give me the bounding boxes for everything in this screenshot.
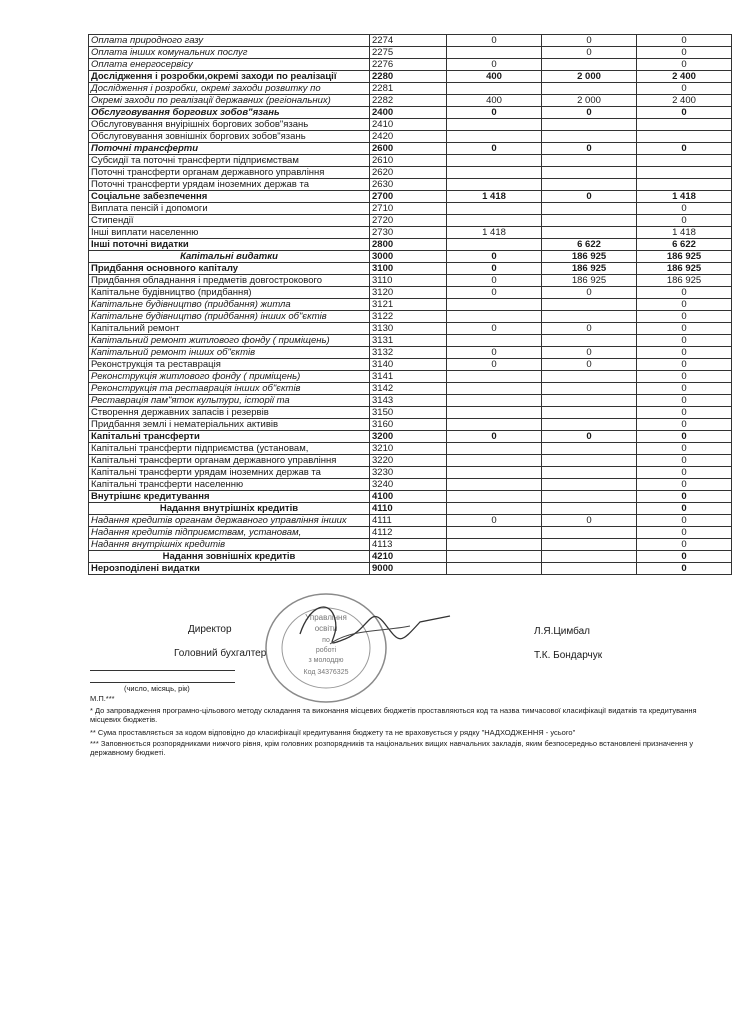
row-value-2: 0 <box>542 515 637 527</box>
seal-place-label: М.П.*** <box>90 694 115 703</box>
row-value-3: 0 <box>637 467 732 479</box>
row-value-1 <box>447 203 542 215</box>
row-value-2 <box>542 419 637 431</box>
row-value-1: 0 <box>447 251 542 263</box>
row-value-2: 0 <box>542 287 637 299</box>
date-line-upper <box>90 670 235 671</box>
row-value-3: 0 <box>637 59 732 71</box>
row-value-1 <box>447 443 542 455</box>
table-row <box>89 503 732 515</box>
row-value-3: 0 <box>637 551 732 563</box>
row-value-2: 0 <box>542 191 637 203</box>
row-value-3: 0 <box>637 527 732 539</box>
row-value-1: 0 <box>447 107 542 119</box>
row-code: 3122 <box>370 311 447 323</box>
row-code: 2280 <box>370 71 447 83</box>
table-row <box>89 239 732 251</box>
table-row <box>89 131 732 143</box>
table-row <box>89 551 732 563</box>
row-value-2: 0 <box>542 347 637 359</box>
row-name: Стипендії <box>89 215 370 227</box>
row-name: Виплата пенсій і допомоги <box>89 203 370 215</box>
footnote-3: *** Заповнюється розпорядниками нижчого рівня, крім головних розпорядників та національних вищих навчальних закладів, яким безпосередньо встановлені призначення у державному бюджеті. <box>90 739 694 757</box>
row-name: Капітальне будівництво (придбання) <box>89 287 370 299</box>
row-value-3: 0 <box>637 479 732 491</box>
row-name: Обслуговування внуірішніх боргових зобов"язань <box>89 119 370 131</box>
table-row <box>89 71 732 83</box>
row-value-1 <box>447 455 542 467</box>
row-value-1 <box>447 119 542 131</box>
row-value-2: 0 <box>542 359 637 371</box>
row-code: 3120 <box>370 287 447 299</box>
row-value-2 <box>542 335 637 347</box>
row-name: Надання внутрішніх кредитів <box>89 503 370 515</box>
table-row <box>89 515 732 527</box>
row-code: 2630 <box>370 179 447 191</box>
table-row <box>89 179 732 191</box>
row-code: 2610 <box>370 155 447 167</box>
row-value-3: 0 <box>637 443 732 455</box>
table-row <box>89 563 732 575</box>
table-row <box>89 143 732 155</box>
row-code: 2400 <box>370 107 447 119</box>
row-value-1: 0 <box>447 323 542 335</box>
row-code: 2420 <box>370 131 447 143</box>
table-row <box>89 443 732 455</box>
row-value-2: 0 <box>542 323 637 335</box>
row-code: 4113 <box>370 539 447 551</box>
row-name: Придбання землі і нематеріальних активів <box>89 419 370 431</box>
row-value-2 <box>542 551 637 563</box>
row-value-3: 0 <box>637 311 732 323</box>
table-row <box>89 119 732 131</box>
row-code: 3160 <box>370 419 447 431</box>
row-value-2 <box>542 119 637 131</box>
row-value-1 <box>447 179 542 191</box>
row-name: Оплата інших комунальних послуг <box>89 47 370 59</box>
row-code: 3132 <box>370 347 447 359</box>
row-code: 3150 <box>370 407 447 419</box>
row-name: Капітальний ремонт інших об"єктів <box>89 347 370 359</box>
row-name: Обслуговування зовнішніх боргових зобов"язань <box>89 131 370 143</box>
row-value-3: 0 <box>637 35 732 47</box>
row-value-2 <box>542 383 637 395</box>
row-value-3: 0 <box>637 431 732 443</box>
row-value-3: 0 <box>637 371 732 383</box>
row-code: 4100 <box>370 491 447 503</box>
table-row <box>89 191 732 203</box>
row-value-2 <box>542 443 637 455</box>
row-value-3 <box>637 155 732 167</box>
row-value-3: 186 925 <box>637 275 732 287</box>
row-value-1 <box>447 479 542 491</box>
row-name: Надання зовнішніх кредитів <box>89 551 370 563</box>
row-value-3: 0 <box>637 563 732 575</box>
table-row <box>89 227 732 239</box>
row-code: 3143 <box>370 395 447 407</box>
table-row <box>89 155 732 167</box>
row-value-1: 400 <box>447 95 542 107</box>
expenditure-table-body <box>89 35 732 575</box>
row-value-3: 186 925 <box>637 251 732 263</box>
row-value-3 <box>637 119 732 131</box>
table-row <box>89 263 732 275</box>
stamp-line-6: Код 34376325 <box>303 669 349 676</box>
table-row <box>89 215 732 227</box>
row-code: 3200 <box>370 431 447 443</box>
row-name: Створення державних запасів і резервів <box>89 407 370 419</box>
table-row <box>89 251 732 263</box>
row-value-1 <box>447 563 542 575</box>
row-value-3: 0 <box>637 335 732 347</box>
row-name: Нерозподілені видатки <box>89 563 370 575</box>
director-name: Л.Я.Цимбал <box>534 626 590 637</box>
row-value-2 <box>542 227 637 239</box>
row-value-2: 0 <box>542 107 637 119</box>
row-code: 2720 <box>370 215 447 227</box>
table-row <box>89 107 732 119</box>
row-code: 2700 <box>370 191 447 203</box>
row-name: Інші поточні видатки <box>89 239 370 251</box>
row-value-2 <box>542 395 637 407</box>
row-value-1: 0 <box>447 359 542 371</box>
row-name: Дослідження і розробки, окремі заходи розвитку по <box>89 83 370 95</box>
row-name: Оплата енергосервісу <box>89 59 370 71</box>
row-value-3: 0 <box>637 359 732 371</box>
row-code: 3131 <box>370 335 447 347</box>
row-value-1 <box>447 527 542 539</box>
row-value-1 <box>447 239 542 251</box>
row-name: Реконструкція та реставрація <box>89 359 370 371</box>
row-name: Капітальне будівництво (придбання) житла <box>89 299 370 311</box>
row-name: Реконструкція та реставрація інших об"єктів <box>89 383 370 395</box>
table-row <box>89 395 732 407</box>
row-value-2 <box>542 59 637 71</box>
row-value-1: 0 <box>447 275 542 287</box>
stamp-line-5: з молоддю <box>308 657 344 664</box>
row-code: 2730 <box>370 227 447 239</box>
row-value-3: 0 <box>637 455 732 467</box>
row-value-2: 0 <box>542 35 637 47</box>
row-value-1 <box>447 503 542 515</box>
accountant-label: Головний бухгалтер <box>174 648 267 659</box>
table-row <box>89 287 732 299</box>
row-name: Капітальний ремонт житлового фонду ( приміщень) <box>89 335 370 347</box>
row-code: 2274 <box>370 35 447 47</box>
table-row <box>89 275 732 287</box>
row-value-1 <box>447 83 542 95</box>
row-value-3: 1 418 <box>637 227 732 239</box>
row-value-2 <box>542 539 637 551</box>
row-name: Поточні трансферти урядам іноземних держав та <box>89 179 370 191</box>
row-code: 3240 <box>370 479 447 491</box>
row-code: 3220 <box>370 455 447 467</box>
footnote-1: * До запровадження програмно-цільового методу складання та виконання місцевих бюджетів проставляються код та назва тимчасової класифікації видатків та кредитування місцевих бюджетів. <box>90 706 697 724</box>
stamp-line-1: Управління <box>305 613 347 622</box>
row-value-1 <box>447 155 542 167</box>
row-value-3: 0 <box>637 143 732 155</box>
row-value-1: 0 <box>447 347 542 359</box>
row-code: 4111 <box>370 515 447 527</box>
row-name: Капітальні трансферти органам державного управління <box>89 455 370 467</box>
table-row <box>89 95 732 107</box>
row-code: 4112 <box>370 527 447 539</box>
row-name: Надання внутрішніх кредитів <box>89 539 370 551</box>
row-value-1 <box>447 131 542 143</box>
row-value-1 <box>447 419 542 431</box>
row-value-1 <box>447 167 542 179</box>
row-name: Реставрація пам"яток культури, історії та <box>89 395 370 407</box>
row-value-3 <box>637 179 732 191</box>
row-value-2: 0 <box>542 47 637 59</box>
row-value-3: 0 <box>637 503 732 515</box>
row-name: Придбання основного капіталу <box>89 263 370 275</box>
row-code: 3121 <box>370 299 447 311</box>
row-code: 3141 <box>370 371 447 383</box>
row-value-2 <box>542 203 637 215</box>
row-name: Капітальне будівництво (придбання) інших об"єктів <box>89 311 370 323</box>
table-row <box>89 347 732 359</box>
row-value-1: 0 <box>447 263 542 275</box>
row-value-3: 0 <box>637 83 732 95</box>
row-value-2 <box>542 311 637 323</box>
table-row <box>89 467 732 479</box>
row-value-1: 1 418 <box>447 227 542 239</box>
row-value-1: 0 <box>447 431 542 443</box>
row-name: Надання кредитів підприємствам, установам, <box>89 527 370 539</box>
row-name: Реконструкція житлового фонду ( приміщень) <box>89 371 370 383</box>
table-row <box>89 407 732 419</box>
row-value-1 <box>447 551 542 563</box>
row-value-2: 2 000 <box>542 71 637 83</box>
row-code: 3110 <box>370 275 447 287</box>
row-value-1 <box>447 371 542 383</box>
row-value-1 <box>447 407 542 419</box>
table-row <box>89 323 732 335</box>
row-value-3: 1 418 <box>637 191 732 203</box>
table-row <box>89 491 732 503</box>
row-code: 2282 <box>370 95 447 107</box>
row-value-1 <box>447 311 542 323</box>
row-code: 2620 <box>370 167 447 179</box>
row-name: Капітальні видатки <box>89 251 370 263</box>
row-code: 3210 <box>370 443 447 455</box>
accountant-name: Т.К. Бондарчук <box>534 650 603 661</box>
row-value-1: 0 <box>447 35 542 47</box>
table-row <box>89 167 732 179</box>
row-value-2 <box>542 407 637 419</box>
row-value-2 <box>542 131 637 143</box>
table-row <box>89 431 732 443</box>
row-value-1: 0 <box>447 515 542 527</box>
row-value-2: 6 622 <box>542 239 637 251</box>
row-value-2: 0 <box>542 143 637 155</box>
row-value-3: 0 <box>637 419 732 431</box>
row-name: Капітальні трансферти <box>89 431 370 443</box>
row-value-3: 0 <box>637 107 732 119</box>
row-value-2 <box>542 83 637 95</box>
footnote-2: ** Сума проставляється за кодом відповідно до класифікації кредитування бюджету та не враховується у рядку "НАДХОДЖЕННЯ - усього" <box>90 728 576 737</box>
row-code: 2800 <box>370 239 447 251</box>
row-value-2 <box>542 527 637 539</box>
row-code: 2281 <box>370 83 447 95</box>
row-code: 2600 <box>370 143 447 155</box>
table-row <box>89 455 732 467</box>
row-code: 2410 <box>370 119 447 131</box>
row-code: 9000 <box>370 563 447 575</box>
table-row <box>89 383 732 395</box>
row-value-3: 0 <box>637 491 732 503</box>
row-value-2: 186 925 <box>542 263 637 275</box>
row-value-3: 0 <box>637 347 732 359</box>
date-line <box>90 682 235 683</box>
row-value-3: 0 <box>637 299 732 311</box>
row-name: Капітальний ремонт <box>89 323 370 335</box>
row-value-1 <box>447 215 542 227</box>
row-value-2: 2 000 <box>542 95 637 107</box>
row-code: 2710 <box>370 203 447 215</box>
table-row <box>89 47 732 59</box>
row-code: 3142 <box>370 383 447 395</box>
row-value-2 <box>542 167 637 179</box>
row-name: Надання кредитів органам державного управління інших <box>89 515 370 527</box>
table-row <box>89 335 732 347</box>
row-name: Внутрішнє кредитування <box>89 491 370 503</box>
stamp-line-2: освіти <box>314 624 338 633</box>
row-code: 3230 <box>370 467 447 479</box>
row-value-3: 0 <box>637 47 732 59</box>
row-value-1 <box>447 335 542 347</box>
row-name: Обслуговування боргових зобов"язань <box>89 107 370 119</box>
row-name: Поточні трансферти органам державного управління <box>89 167 370 179</box>
row-value-3: 6 622 <box>637 239 732 251</box>
row-value-3: 0 <box>637 407 732 419</box>
row-value-2: 186 925 <box>542 251 637 263</box>
table-row <box>89 299 732 311</box>
row-value-2 <box>542 503 637 515</box>
table-row <box>89 35 732 47</box>
row-code: 4210 <box>370 551 447 563</box>
row-code: 2275 <box>370 47 447 59</box>
row-name: Субсидії та поточні трансферти підприємствам <box>89 155 370 167</box>
row-code: 3000 <box>370 251 447 263</box>
handwritten-signature <box>290 594 460 664</box>
table-row <box>89 203 732 215</box>
row-value-1 <box>447 383 542 395</box>
row-value-1 <box>447 467 542 479</box>
table-row <box>89 359 732 371</box>
row-value-3: 0 <box>637 203 732 215</box>
row-name: Придбання обладнання і предметів довгострокового <box>89 275 370 287</box>
table-row <box>89 59 732 71</box>
row-value-1: 1 418 <box>447 191 542 203</box>
row-name: Капітальні трансферти підприємства (установам, <box>89 443 370 455</box>
row-value-2 <box>542 179 637 191</box>
row-value-3 <box>637 167 732 179</box>
row-value-3: 0 <box>637 215 732 227</box>
row-name: Соціальне забезпечення <box>89 191 370 203</box>
row-code: 2276 <box>370 59 447 71</box>
row-value-1 <box>447 539 542 551</box>
row-value-2 <box>542 215 637 227</box>
row-value-2 <box>542 479 637 491</box>
row-value-2 <box>542 299 637 311</box>
row-value-2 <box>542 563 637 575</box>
date-caption: (число, місяць, рік) <box>124 684 190 693</box>
row-code: 3100 <box>370 263 447 275</box>
row-value-3: 2 400 <box>637 95 732 107</box>
row-value-2: 186 925 <box>542 275 637 287</box>
row-value-2 <box>542 491 637 503</box>
row-value-3: 186 925 <box>637 263 732 275</box>
row-name: Інші виплати населенню <box>89 227 370 239</box>
row-value-1: 0 <box>447 287 542 299</box>
row-value-2 <box>542 371 637 383</box>
row-value-3: 0 <box>637 539 732 551</box>
row-value-3: 2 400 <box>637 71 732 83</box>
row-name: Окремі заходи по реалізації державних (регіональних) <box>89 95 370 107</box>
row-value-1 <box>447 299 542 311</box>
row-name: Капітальні трансферти урядам іноземних держав та <box>89 467 370 479</box>
row-value-3 <box>637 131 732 143</box>
row-value-1: 400 <box>447 71 542 83</box>
stamp-line-4: роботі <box>315 647 337 654</box>
row-value-1 <box>447 395 542 407</box>
table-row <box>89 311 732 323</box>
row-value-3: 0 <box>637 515 732 527</box>
row-value-3: 0 <box>637 323 732 335</box>
row-value-2 <box>542 455 637 467</box>
row-value-1 <box>447 47 542 59</box>
row-value-2 <box>542 155 637 167</box>
row-value-1: 0 <box>447 143 542 155</box>
table-row <box>89 527 732 539</box>
table-row <box>89 83 732 95</box>
row-value-2: 0 <box>542 431 637 443</box>
row-value-1 <box>447 491 542 503</box>
table-row <box>89 479 732 491</box>
expenditure-table <box>88 34 732 575</box>
table-row <box>89 371 732 383</box>
row-name: Поточні трансферти <box>89 143 370 155</box>
row-value-1: 0 <box>447 59 542 71</box>
row-value-3: 0 <box>637 395 732 407</box>
director-label: Директор <box>188 624 232 635</box>
row-code: 3140 <box>370 359 447 371</box>
row-name: Капітальні трансферти населенню <box>89 479 370 491</box>
row-code: 3130 <box>370 323 447 335</box>
table-row <box>89 539 732 551</box>
row-name: Дослідження і розробки,окремі заходи по реалізації <box>89 71 370 83</box>
row-value-3: 0 <box>637 287 732 299</box>
row-value-3: 0 <box>637 383 732 395</box>
stamp-line-3: по <box>322 637 330 644</box>
row-name: Оплата природного газу <box>89 35 370 47</box>
table-row <box>89 419 732 431</box>
row-value-2 <box>542 467 637 479</box>
row-code: 4110 <box>370 503 447 515</box>
